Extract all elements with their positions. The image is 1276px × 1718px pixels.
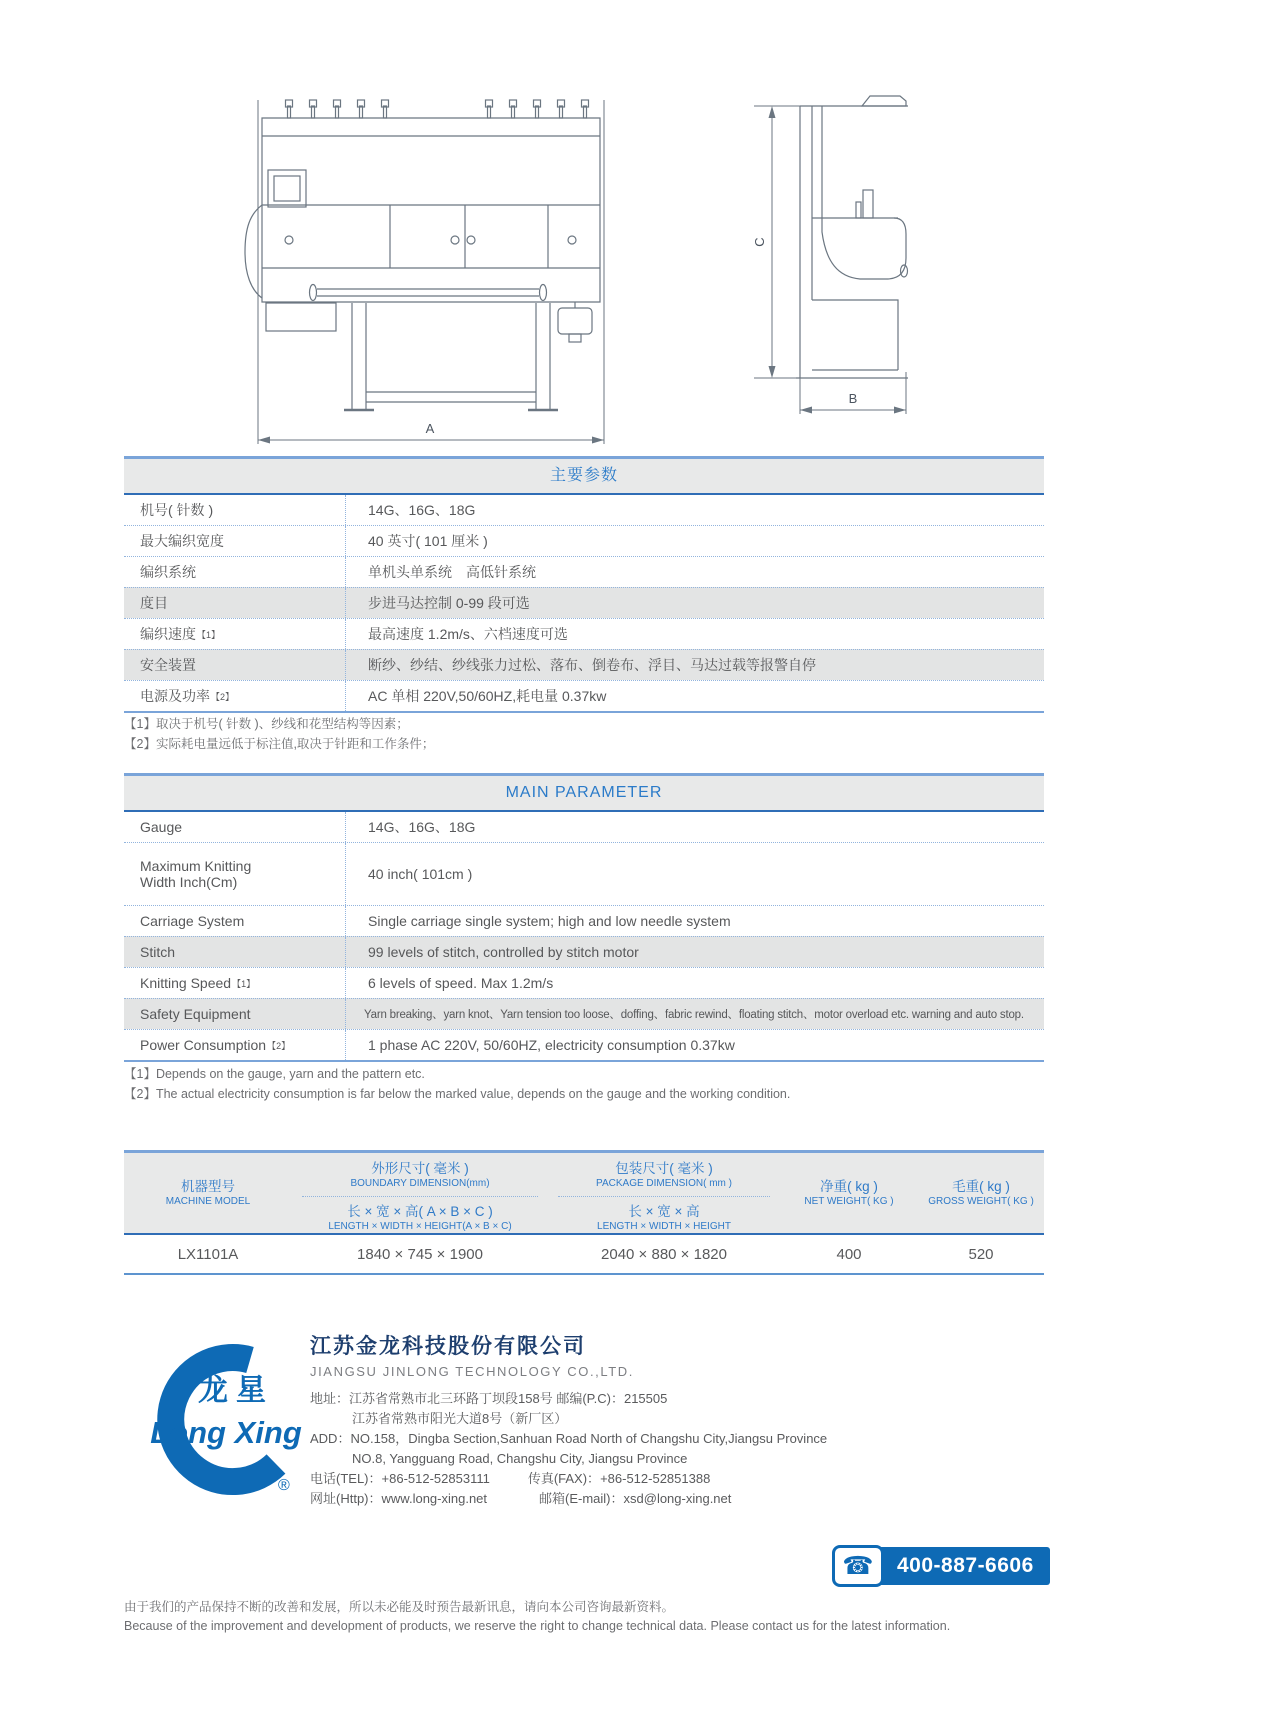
company-logo	[118, 1338, 308, 1503]
param-value: 步进马达控制 0-99 段可选	[368, 595, 530, 611]
registered-trademark-icon: ®	[278, 1477, 290, 1494]
param-label: 电源及功率 【2】	[124, 681, 346, 711]
hotline-number: 400-887-6606	[877, 1547, 1050, 1585]
side-view-drawing	[752, 96, 908, 414]
dimension-b-label: B	[848, 391, 858, 406]
table-row	[124, 649, 1044, 680]
col-header-package-dimension: 包装尺寸( 毫米 ) PACKAGE DIMENSION( mm ) 长 × 宽 × 高 LENGTH × WIDTH × HEIGHT	[548, 1153, 780, 1233]
table-row	[124, 812, 1044, 842]
footnote-marker: 【2】	[267, 1040, 291, 1051]
table-row	[124, 495, 1044, 525]
param-value: 14G、16G、18G	[368, 819, 476, 835]
website-label: 网址(Http)：	[310, 1491, 382, 1506]
param-label: Safety Equipment	[124, 999, 346, 1029]
table-row	[124, 618, 1044, 649]
dimension-a-label: A	[425, 421, 435, 436]
param-label: 编织系统	[124, 557, 346, 587]
param-label: 编织速度 【1】	[124, 619, 346, 649]
dimensions-table	[124, 1150, 1044, 1275]
footnote-marker: 【1】	[232, 978, 256, 989]
address-line-zh-1: 地址：江苏省常熟市北三环路丁坝段158号 邮编(P.C)：215505	[310, 1391, 668, 1406]
disclaimer-zh: 由于我们的产品保持不断的改善和发展，所以未必能及时预告最新讯息，请向本公司咨询最新资料。	[124, 1600, 675, 1614]
param-value: 最高速度 1.2m/s、六档速度可选	[368, 626, 568, 642]
param-value: Single carriage single system; high and low needle system	[368, 913, 731, 929]
param-value: 1 phase AC 220V, 50/60HZ, electricity consumption 0.37kw	[368, 1037, 735, 1053]
disclaimer	[124, 1598, 950, 1636]
tel-label: 电话(TEL)：	[310, 1471, 382, 1486]
telephone-icon: ☎	[832, 1545, 884, 1587]
service-hotline-badge	[832, 1545, 1050, 1587]
dimension-c-label: C	[752, 237, 767, 247]
table-row	[124, 905, 1044, 936]
table-row	[124, 842, 1044, 905]
gross-weight-value: 520	[918, 1235, 1044, 1273]
company-details	[310, 1330, 910, 1509]
table-row	[124, 680, 1044, 711]
col-header-boundary-dimension: 外形尺寸( 毫米 ) BOUNDARY DIMENSION(mm) 长 × 宽 × 高( A × B × C ) LENGTH × WIDTH × HEIGHT(A × B × C)	[292, 1153, 548, 1233]
dimension-c	[752, 106, 804, 378]
param-value: 40 英寸( 101 厘米 )	[368, 533, 488, 549]
address-line-zh-2: 江苏省常熟市阳光大道8号（新厂区）	[352, 1411, 568, 1426]
table-row	[124, 525, 1044, 556]
technical-drawings	[0, 0, 1276, 460]
param-label: 机号( 针数 )	[124, 495, 346, 525]
param-label: 度目	[124, 588, 346, 618]
cn-table-footnotes	[124, 714, 434, 754]
table-row	[124, 967, 1044, 998]
table-row	[124, 998, 1044, 1029]
param-label: 安全装置	[124, 650, 346, 680]
en-table-title: MAIN PARAMETER	[124, 776, 1044, 812]
param-value: 14G、16G、18G	[368, 502, 476, 518]
col-header-model: 机器型号 MACHINE MODEL	[124, 1153, 292, 1233]
footnote: 【1】取决于机号( 针数 )、纱线和花型结构等因素；	[124, 717, 409, 731]
dimension-a	[258, 421, 604, 444]
param-value: 99 levels of stitch, controlled by stitch motor	[368, 944, 639, 960]
param-label: Stitch	[124, 937, 346, 967]
web-email-line	[310, 1489, 910, 1509]
company-name-en: JIANGSU JINLONG TECHNOLOGY CO.,LTD.	[310, 1364, 634, 1379]
param-label: 最大编织宽度	[124, 526, 346, 556]
fax-label: 传真(FAX)：	[527, 1471, 601, 1486]
param-label: Gauge	[124, 812, 346, 842]
table-row	[124, 587, 1044, 618]
param-value: 断纱、纱结、纱线张力过松、落布、倒卷布、浮目、马达过载等报警自停	[368, 657, 816, 673]
param-value: Yarn breaking、yarn knot、Yarn tension too loose、doffing、fabric rewind、floating stitch、motor overload etc. warning and auto stop.	[364, 1009, 1024, 1021]
email-label: 邮箱(E-mail)：	[539, 1491, 624, 1506]
fax-number: +86-512-52851388	[600, 1471, 711, 1486]
email-address: xsd@long-xing.net	[623, 1491, 732, 1506]
logo-text-zh: 龙星	[198, 1374, 274, 1407]
footnote: 【2】The actual electricity consumption is far below the marked value, depends on the gauge and the working condition.	[124, 1087, 791, 1101]
footnote: 【1】Depends on the gauge, yarn and the pattern etc.	[124, 1067, 425, 1081]
footnote-marker: 【1】	[197, 629, 221, 640]
table-row	[124, 1029, 1044, 1060]
footnote-marker: 【2】	[211, 691, 235, 702]
en-table-footnotes	[124, 1064, 790, 1104]
cn-table-title: 主要参数	[124, 459, 1044, 495]
website-url: www.long-xing.net	[381, 1491, 488, 1506]
col-header-gross-weight: 毛重( kg ) GROSS WEIGHT( KG )	[918, 1153, 1044, 1233]
param-value: 40 inch( 101cm )	[368, 866, 473, 882]
param-label: Maximum Knitting Width Inch(Cm)	[124, 843, 346, 905]
param-label: Power Consumption 【2】	[124, 1030, 346, 1060]
front-view-drawing	[245, 100, 604, 444]
disclaimer-en: Because of the improvement and development of products, we reserve the right to change technical data. Please contact us for the latest information.	[124, 1619, 951, 1633]
machine-model-value: LX1101A	[124, 1235, 292, 1273]
table-row	[124, 556, 1044, 587]
tel-number: +86-512-52853111	[381, 1471, 490, 1486]
yarn-guide-posts	[286, 100, 589, 118]
pendant-controller	[558, 308, 592, 334]
boundary-dimension-value: 1840 × 745 × 1900	[292, 1235, 548, 1273]
net-weight-value: 400	[780, 1235, 918, 1273]
footnote: 【2】实际耗电量远低于标注值,取决于针距和工作条件；	[124, 737, 435, 751]
address-line-en-2: NO.8, Yangguang Road, Changshu City, Jiangsu Province	[352, 1451, 688, 1466]
phone-fax-line	[310, 1469, 910, 1489]
param-value: AC 单相 220V,50/60HZ,耗电量 0.37kw	[368, 688, 607, 704]
param-label: Carriage System	[124, 906, 346, 936]
address-line-en-1: ADD：NO.158，Dingba Section,Sanhuan Road North of Changshu City,Jiangsu Province	[310, 1431, 828, 1446]
en-parameter-table	[124, 773, 1044, 1062]
param-value: 单机头单系统 高低针系统	[368, 564, 536, 580]
col-header-net-weight: 净重( kg ) NET WEIGHT( KG )	[780, 1153, 918, 1233]
cn-parameter-table	[124, 456, 1044, 713]
company-name-zh: 江苏金龙科技股份有限公司	[310, 1335, 586, 1358]
table-row	[124, 936, 1044, 967]
param-value: 6 levels of speed. Max 1.2m/s	[368, 975, 554, 991]
company-info-section	[0, 1330, 1276, 1590]
package-dimension-value: 2040 × 880 × 1820	[548, 1235, 780, 1273]
logo-text-en: Long Xing	[150, 1415, 302, 1450]
param-label: Knitting Speed 【1】	[124, 968, 346, 998]
